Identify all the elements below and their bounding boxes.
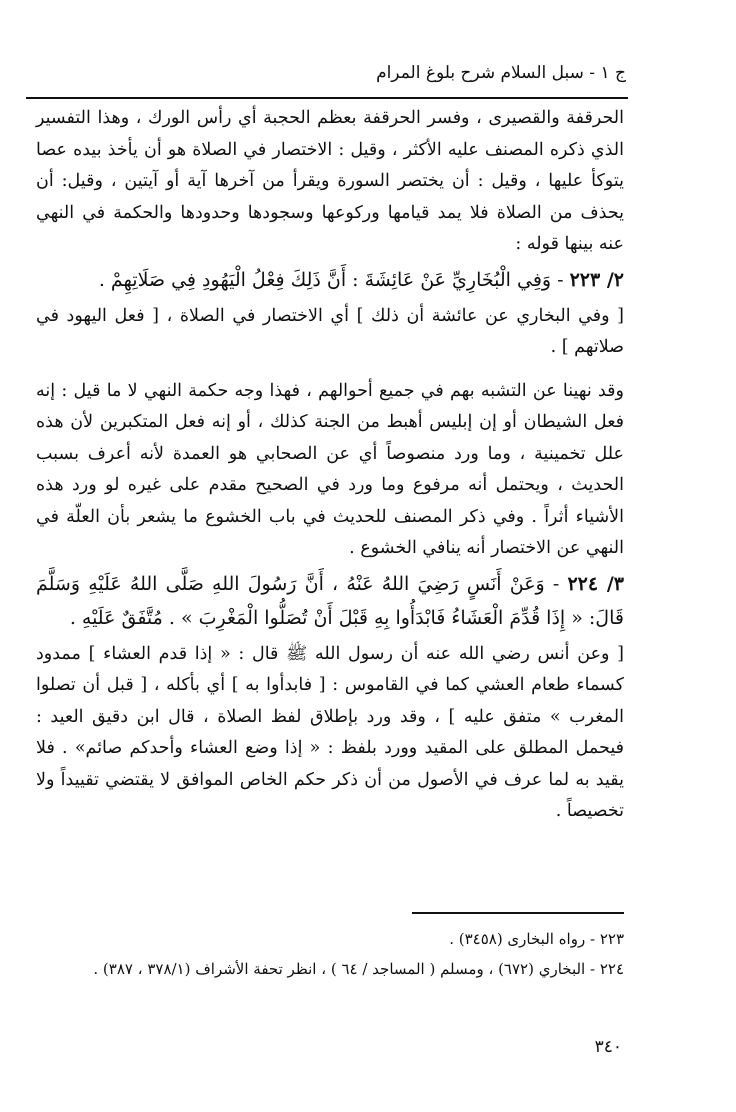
footnote-224: ٢٢٤ - البخاري (٦٧٢) ، ومسلم ( المساجد / ٦٤ ) ، انظر تحفة الأشراف (٣٧٨/١ ، ٣٨٧) .	[93, 960, 624, 978]
main-text	[36, 103, 624, 828]
paragraph-intro: الحرقفة والقصيرى ، وفسر الحرقفة بعظم الحجبة أي رأس الورك ، وهذا التفسير الذي ذكره المصنف عليه الأكثر ، وقيل : الاختصار في الصلاة هو أن يأخذ بيده عصا يتوكأ عليها ، وقيل : أن يختصر السورة ويقرأ من آخرها آية أو آيتين ، وقيل: أن يحذف من الصلاة فلا يمد قيامها وركوعها وسجودها وحدودها والحكمة في النهي عنه بينها قوله :	[36, 108, 624, 254]
running-title: ج ١ - سبل السلام شرح بلوغ المرام	[376, 63, 626, 83]
hadith-223-text: - وَفِي الْبُخَارِيِّ عَنْ عَائِشَةَ : أَنَّ ذَلِكَ فِعْلُ الْيَهُودِ فِي صَلَاتِهِمْ .	[98, 268, 564, 291]
hadith-224	[36, 567, 624, 635]
page-number: ٣٤٠	[594, 1037, 622, 1057]
hadith-224-number: ٣/ ٢٢٤	[567, 572, 624, 595]
footnotes	[36, 924, 624, 984]
hadith-223	[36, 263, 624, 297]
header-rule	[26, 97, 628, 99]
hadith-224-text: - وَعَنْ أَنَسٍ رَضِيَ اللهُ عَنْهُ ، أَنَّ رَسُولَ اللهِ صَلَّى اللهُ عَلَيْهِ وَسَلَّمَ قَالَ: « إِذَا قُدِّمَ الْعَشَاءُ فَابْدَأُوا بِهِ قَبْلَ أَنْ تُصَلُّوا الْمَغْرِبَ » . مُتَّفَقٌ عَلَيْهِ .	[36, 572, 624, 629]
footnote-223: ٢٢٣ - رواه البخارى (٣٤٥٨) .	[449, 930, 624, 948]
running-header	[36, 58, 626, 88]
hadith-223-number: ٢/ ٢٢٣	[569, 268, 624, 291]
footnote-rule	[412, 912, 624, 914]
commentary-224: [ وعن أنس رضي الله عنه أن رسول الله ﷺ قال : « إذا قدم العشاء ] ممدود كسماء طعام العشي كما في القاموس : [ فابدأوا به ] أي بأكله ، [ قبل أن تصلوا المغرب » متفق عليه ] ، وقد ورد بإطلاق لفظ الصلاة ، قال ابن دقيق العيد : فيحمل المطلق على المقيد وورد بلفظ : « إذا وضع العشاء وأحدكم صائم» . فلا يقيد به لما عرف في الأصول من أن ذكر حكم الخاص الموافق لا يقتضي تقييداً ولا تخصيصاً .	[36, 643, 624, 821]
commentary-223: [ وفي البخاري عن عائشة أن ذلك ] أي الاختصار في الصلاة ، [ فعل اليهود في صلاتهم ] .	[36, 305, 624, 357]
paragraph-reasoning: وقد نهينا عن التشبه بهم في جميع أحوالهم ، فهذا وجه حكمة النهي لا ما قيل : إنه فعل الشيطان أو إن إبليس أهبط من الجنة كذلك ، أو إنه فعل المتكبرين لأن هذه علل تخمينية ، وما ورد منصوصاً أي عن الصحابي هو العمدة لأنه أعرف بسبب الحديث ، ويحتمل أنه مرفوع وما ورد في الصحيح مقدم على غيره لو ورد هذه الأشياء أثراً . وفي ذكر المصنف للحديث في باب الخشوع ما يشعر بأن العلّة في النهي عن الاختصار أنه ينافي الخشوع .	[36, 380, 624, 558]
